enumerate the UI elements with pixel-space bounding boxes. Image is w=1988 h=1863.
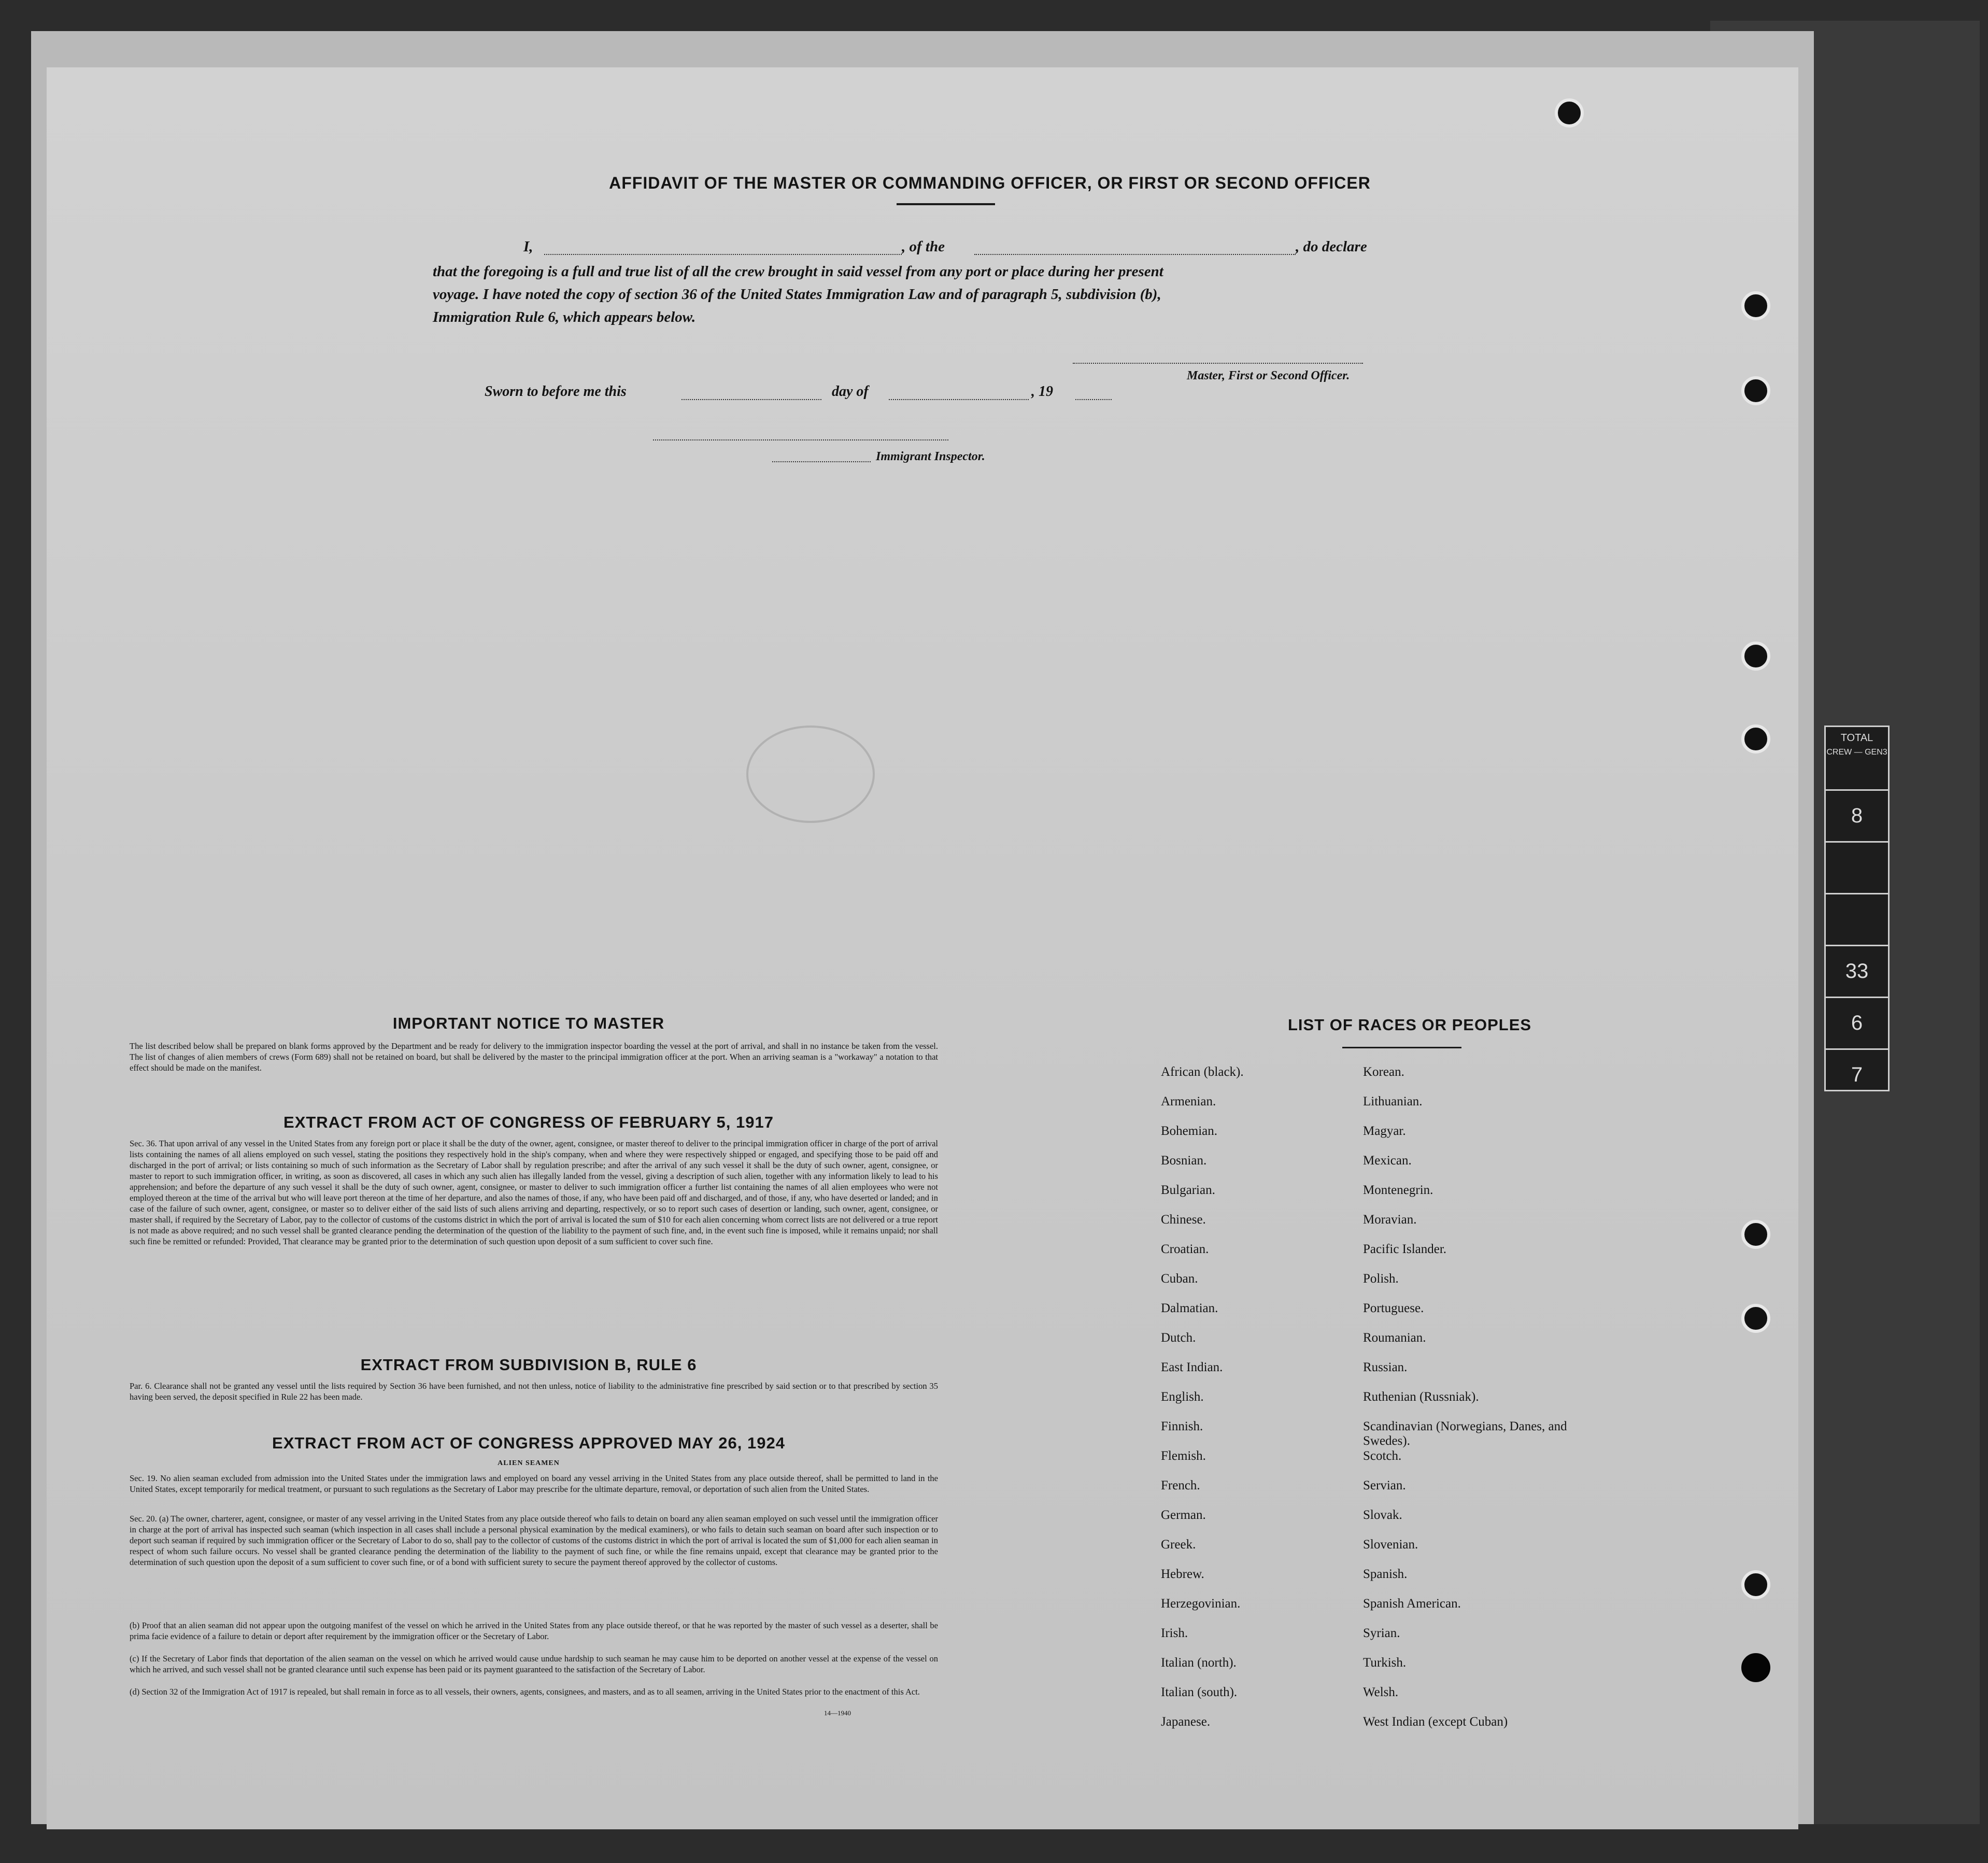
tab-cell: 8: [1826, 789, 1888, 841]
race-entry: Pacific Islander.: [1363, 1242, 1447, 1256]
tab-cell: 33: [1826, 945, 1888, 997]
race-entry: German.: [1161, 1508, 1206, 1522]
sec19-text: Sec. 19. No alien seaman excluded from admission into the United States under the immigration laws and employed on board any vessel arriving in the United States from any place outside thereof, shall be permitted to land in the United States, except temporarily for medical treatment, or pursuant to such regulations as the Secretary of Labor may prescribe for the ultimate departure, removal, or deportation of such alien from the United States.: [130, 1473, 938, 1494]
extract-1917-text: Sec. 36. That upon arrival of any vessel in the United States from any foreign port or place it shall be the duty of the owner, agent, consignee, or master thereof to deliver to the principal immigration officer in charge of the port of arrival lists containing the names of all aliens employed on such vessel, stating the positions they respectively hold in the ship's company, when and where they were respectively shipped or engaged, and specifying those to be paid off and discharged in the port of arrival; or lists containing so much of such information as the Secretary of Labor shall by regulation prescribe; and after the arrival of any such vessel it shall be the duty of such owner, agent, consignee, or master to report to such immigration officer, in writing, as soon as discovered, all cases in which any such alien has illegally landed from the vessel, giving a description of such alien, together with any information likely to lead to his apprehension; and before the departure of any such vessel it shall be the duty of such owner, agent, consignee, or master to deliver to such immigration officer a further list containing the names of all alien employees who were not employed thereon at the time of the arrival but who will leave port thereon at the time of her departure, and also the names of those, if any, who have been paid off and discharged, and of those, if any, who have deserted or landed; and in case of the failure of such owner, agent, consignee, or master so to deliver either of the said lists of such aliens arriving and departing, respectively, or so to report such cases of desertion or landing, such owner, agent, consignee, or master shall, if required by the Secretary of Labor, pay to the collector of customs of the customs district in which the port of arrival is located the sum of $10 for each alien concerning whom correct lists are not delivered or a true report is not made as above required; and no such vessel shall be granted clearance pending the determination of the question of the liability to the payment of such fine, and, in the event such fine is imposed, while it remains unpaid; nor shall such fine be remitted or refunded: Provided, That clearance may be granted prior to the determination of such question upon deposit of a sum sufficient to cover such fine.: [130, 1139, 938, 1246]
race-entry: Flemish.: [1161, 1449, 1206, 1463]
race-entry: Scotch.: [1363, 1449, 1402, 1463]
race-entry: Croatian.: [1161, 1242, 1209, 1256]
sec20c-text: (c) If the Secretary of Labor finds that deportation of the alien seaman on the vessel on which he arrived would cause undue hardship to such seaman he may cause him to be deported on another vessel at the expense of the vessel on which he arrived, and such vessel shall not be granted clearance until such expense has been paid or its payment guaranteed to the satisfaction of the Secretary of Labor.: [130, 1654, 938, 1674]
race-entry: Herzegovinian.: [1161, 1597, 1241, 1611]
race-entry: Roumanian.: [1363, 1331, 1426, 1345]
of-the-text: , of the: [902, 238, 945, 255]
race-entry: Armenian.: [1161, 1094, 1216, 1108]
binder-hole: [1741, 642, 1770, 671]
binder-hole: [1555, 98, 1584, 127]
race-entry: Spanish American.: [1363, 1597, 1461, 1611]
binder-hole: [1741, 724, 1770, 753]
race-entry: Greek.: [1161, 1538, 1196, 1552]
affidavit-line1: [482, 238, 1467, 259]
race-entry: Dalmatian.: [1161, 1301, 1218, 1315]
race-entry: Scandinavian (Norwegians, Danes, and Swedes).: [1363, 1419, 1567, 1448]
affidavit-line3: voyage. I have noted the copy of section 36 of the United States Immigration Law and of paragraph 5, subdivision (b),: [433, 286, 1161, 303]
rule6-text: Par. 6. Clearance shall not be granted any vessel until the lists required by Section 36 have been furnished, and not then unless, notice of liability to the administrative fine prescribed by said section or to that prescribed by section 35 having been served, the deposit specified in Rule 22 has been made.: [130, 1381, 938, 1402]
side-tally-tab: [1824, 726, 1890, 1091]
race-entry: Russian.: [1363, 1360, 1408, 1374]
sworn-line: [485, 383, 1210, 404]
race-entry: Slovak.: [1363, 1508, 1402, 1522]
race-entry: Portuguese.: [1363, 1301, 1424, 1315]
year-text: , 19: [1031, 383, 1053, 400]
inspector-caption: Immigrant Inspector.: [876, 450, 985, 463]
race-entry: English.: [1161, 1390, 1204, 1404]
race-entry: Cuban.: [1161, 1272, 1198, 1286]
master-caption: Master, First or Second Officer.: [1187, 369, 1350, 382]
sworn-year-blank[interactable]: [1075, 399, 1112, 400]
affidavit-title: AFFIDAVIT OF THE MASTER OR COMMANDING OFFICER, OR FIRST OR SECOND OFFICER: [609, 174, 1371, 192]
declare-text: , do declare: [1296, 238, 1367, 255]
race-entry: East Indian.: [1161, 1360, 1223, 1374]
affidavit-line2: that the foregoing is a full and true list of all the crew brought in said vessel from any port or place during her present: [433, 263, 1163, 280]
race-entry: Syrian.: [1363, 1626, 1400, 1640]
race-entry: Finnish.: [1161, 1419, 1203, 1433]
binder-hole: [1741, 1304, 1770, 1333]
race-entry: Bosnian.: [1161, 1154, 1207, 1168]
rule6-title: EXTRACT FROM SUBDIVISION B, RULE 6: [360, 1356, 697, 1374]
extract-1917-title: EXTRACT FROM ACT OF CONGRESS OF FEBRUARY 5, 1917: [283, 1113, 774, 1131]
race-entry: Bohemian.: [1161, 1124, 1218, 1138]
binder-hole: [1741, 291, 1770, 320]
sec20a-text: Sec. 20. (a) The owner, charterer, agent, consignee, or master of any vessel arriving in the United States from any place outside thereof who fails to detain on board any alien seaman employed on such vessel until the immigration officer in charge at the port of arrival has inspected such seaman (which inspection in all cases shall include a personal physical examination by the medical examiners), or who fails to detain such seaman on board after such inspection or to deport such seaman if required by such immigration officer or the Secretary of Labor to do so, shall pay to the collector of customs of the customs district in which the port of arrival is located the sum of $1,000 for each alien seaman in respect of whom such failure occurs. No vessel shall be granted clearance pending the determination of the liability to the payment of such fine, or while the fine remains unpaid, except that clearance may be granted prior to the determination of such question upon the deposit of a sum sufficient to cover such fine, or of a bond with sufficient surety to secure the payment thereof approved by the collector of customs.: [130, 1514, 938, 1567]
title-rule: [897, 203, 995, 205]
binder-hole: [1741, 1570, 1770, 1599]
race-entry: Korean.: [1363, 1065, 1404, 1079]
alien-seamen-subtitle: ALIEN SEAMEN: [498, 1459, 560, 1467]
form-number: 14—1940: [824, 1709, 851, 1717]
race-entry: Italian (north).: [1161, 1656, 1237, 1670]
tab-header: TOTAL: [1840, 732, 1873, 744]
day-of-text: day of: [832, 383, 869, 400]
sec20d-text: (d) Section 32 of the Immigration Act of 1917 is repealed, but shall remain in force as to all vessels, their owners, agents, consignees, and masters, and as to all seamen, arriving in the United States prior to the enactment of this Act.: [130, 1687, 920, 1697]
binder-hole: [1741, 1653, 1770, 1682]
affidavit-line4: Immigration Rule 6, which appears below.: [433, 309, 696, 325]
declarant-i: I,: [523, 238, 533, 255]
race-entry: Dutch.: [1161, 1331, 1196, 1345]
binder-hole: [1741, 376, 1770, 405]
race-entry: Servian.: [1363, 1478, 1406, 1492]
races-rule: [1342, 1047, 1461, 1048]
notice-title: IMPORTANT NOTICE TO MASTER: [392, 1014, 665, 1032]
race-entry: African (black).: [1161, 1065, 1244, 1079]
document-page: [47, 67, 1798, 1829]
race-entry: Polish.: [1363, 1272, 1399, 1286]
extract-1924-title: EXTRACT FROM ACT OF CONGRESS APPROVED MAY 26, 1924: [272, 1434, 785, 1452]
race-entry: Spanish.: [1363, 1567, 1408, 1581]
sworn-day-blank[interactable]: [681, 399, 821, 400]
name-blank[interactable]: [544, 254, 902, 255]
race-entry: Irish.: [1161, 1626, 1188, 1640]
tab-subheader: CREW — GEN3: [1826, 748, 1887, 757]
sworn-month-blank[interactable]: [889, 399, 1029, 400]
race-entry: Lithuanian.: [1363, 1094, 1423, 1108]
race-entry: Montenegrin.: [1363, 1183, 1433, 1197]
tab-cell: [1826, 893, 1888, 945]
race-entry: Japanese.: [1161, 1715, 1211, 1729]
race-entry: Mexican.: [1363, 1154, 1412, 1168]
race-entry: French.: [1161, 1478, 1200, 1492]
race-entry: Magyar.: [1363, 1124, 1406, 1138]
race-entry: Hebrew.: [1161, 1567, 1204, 1581]
vessel-blank[interactable]: [974, 254, 1296, 255]
race-entry: Welsh.: [1363, 1685, 1399, 1699]
inspector-signature-line[interactable]: [653, 439, 948, 440]
tab-cell: 7: [1826, 1048, 1888, 1100]
race-entry: Italian (south).: [1161, 1685, 1238, 1699]
race-entry: Chinese.: [1161, 1213, 1206, 1227]
race-entry: Turkish.: [1363, 1656, 1407, 1670]
tab-cell: [1826, 841, 1888, 893]
tab-cell: 6: [1826, 997, 1888, 1048]
race-entry: Bulgarian.: [1161, 1183, 1215, 1197]
sec20b-text: (b) Proof that an alien seaman did not appear upon the outgoing manifest of the vessel on which he arrived in the United States from any place outside thereof, or that he was reported by the master of such vessel as a deserter, shall be prima facie evidence of a failure to detain or deport after requirement by the immigration officer or the Secretary of Labor.: [130, 1620, 938, 1641]
binder-hole: [1741, 1220, 1770, 1249]
sworn-text: Sworn to before me this: [485, 383, 627, 400]
master-signature-line[interactable]: [1073, 363, 1363, 364]
faint-stamp: [746, 726, 875, 823]
race-entry: Ruthenian (Russniak).: [1363, 1390, 1479, 1404]
race-entry: Moravian.: [1363, 1213, 1417, 1227]
race-entry: West Indian (except Cuban): [1363, 1715, 1508, 1729]
notice-text: The list described below shall be prepared on blank forms approved by the Department and be ready for delivery to the immigration inspector boarding the vessel at the port of arrival, and shall in no instance be taken from the vessel. The list of changes of alien members of crews (Form 689) shall not be retained on board, but shall be delivered by the master to the principal immigration officer at the port. When an arriving seaman is a "workaway" a notation to that effect should be made on the manifest.: [130, 1041, 938, 1073]
races-title: LIST OF RACES OR PEOPLES: [1287, 1016, 1532, 1034]
race-entry: Slovenian.: [1363, 1538, 1418, 1552]
inspector-dots: [772, 461, 871, 462]
